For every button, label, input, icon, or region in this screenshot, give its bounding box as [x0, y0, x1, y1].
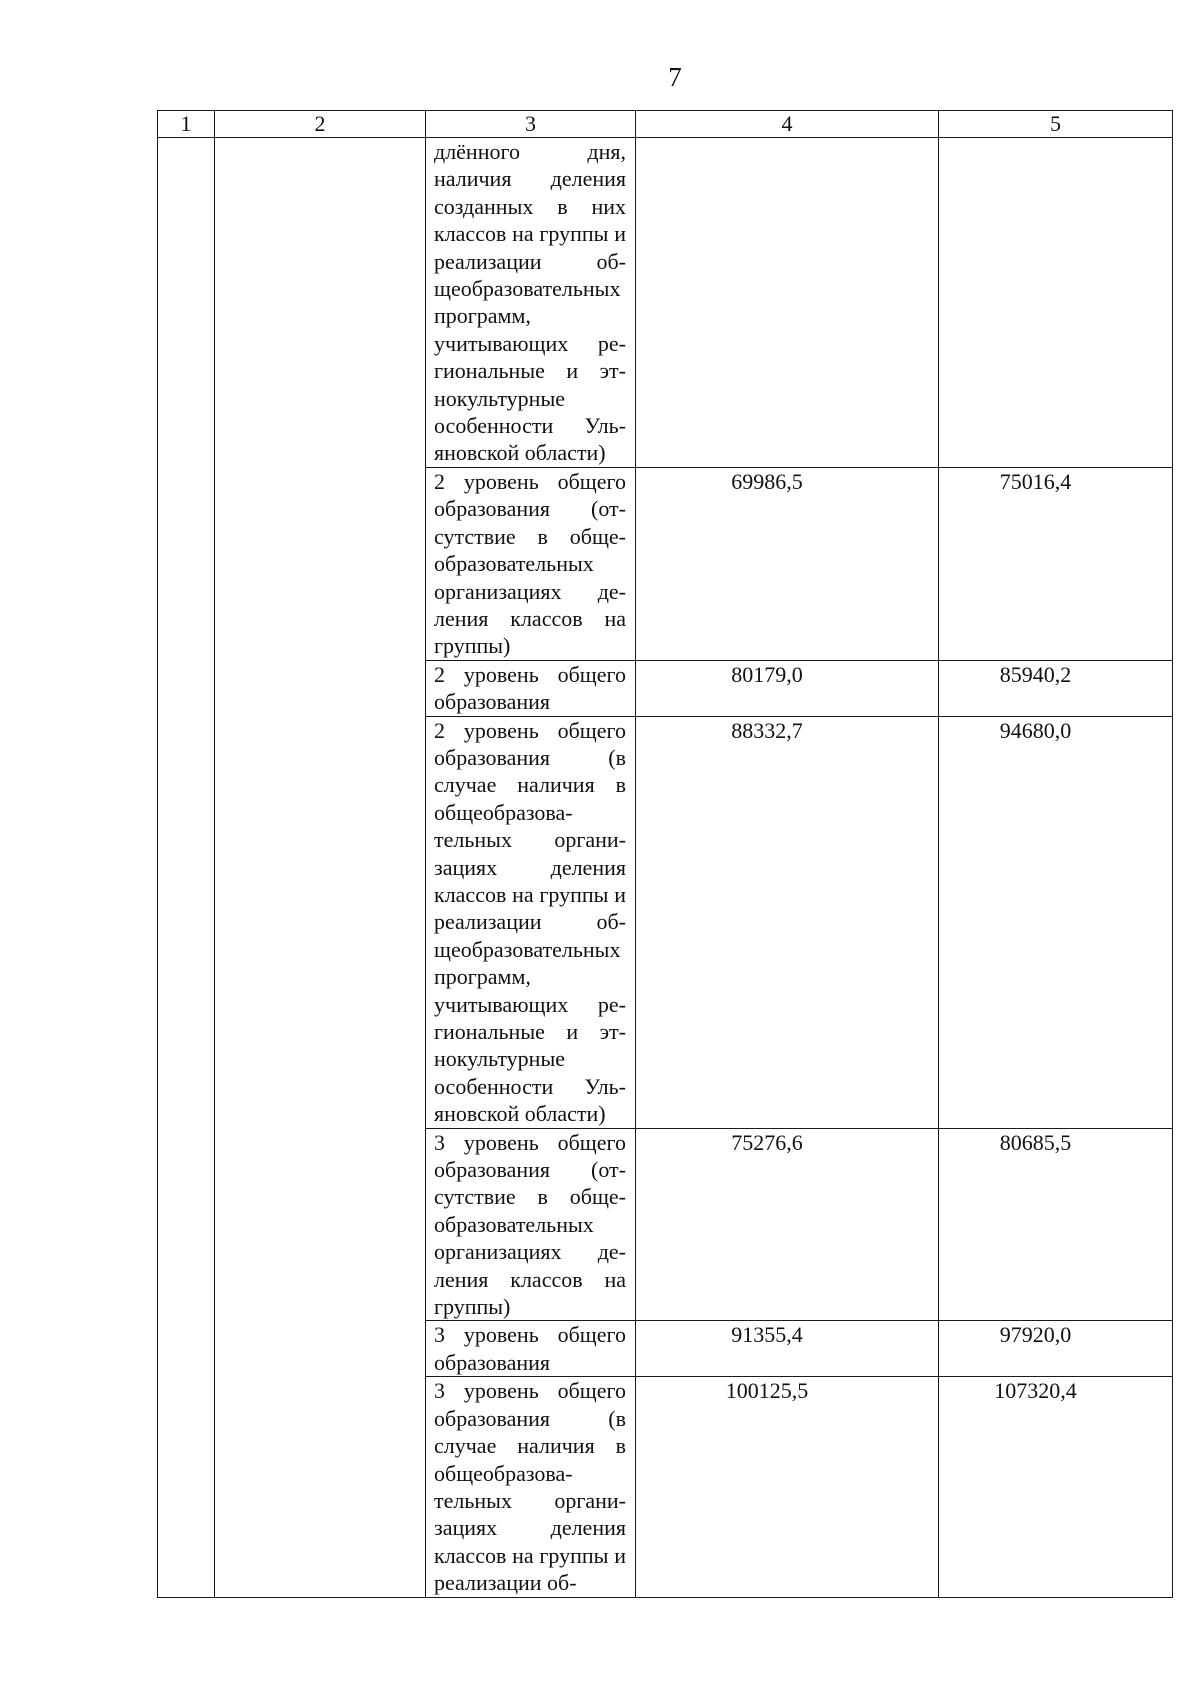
row-value-col-5: 94680,0 — [939, 716, 1173, 1128]
cell-col-2 — [215, 138, 426, 1598]
row-description — [426, 1377, 636, 1597]
row-description-text: 2 уровень общего образования — [434, 661, 626, 715]
row-value-col-4: 91355,4 — [636, 1321, 939, 1377]
header-col-4: 4 — [636, 111, 939, 138]
row-value-col-5: 107320,4 — [939, 1377, 1173, 1597]
row-value-col-4: 100125,5 — [636, 1377, 939, 1597]
row-value-col-5: 85940,2 — [939, 660, 1173, 716]
row-value-col-5: 97920,0 — [939, 1321, 1173, 1377]
row-description — [426, 467, 636, 660]
row-value-col-4: 88332,7 — [636, 716, 939, 1128]
header-col-3: 3 — [426, 111, 636, 138]
row-description-text: 3 уровень общего образования — [434, 1322, 626, 1375]
page-number: 7 — [668, 62, 682, 92]
row-value-col-4: 80179,0 — [636, 660, 939, 716]
row-description — [426, 716, 636, 1128]
row-value-col-4: 69986,5 — [636, 467, 939, 660]
row-description-text: 3 уровень общего образования (отсутствие в общеобразовательных организациях деления классов на группы) — [434, 1129, 626, 1320]
row-description-text: длённого дня, наличия деления созданных в них классов на группы и реализации общеобразовательных программ, учитывающих региональные и этнокультурные особенности Ульяновской области) — [434, 139, 626, 466]
row-description-text: 2 уровень общего образования (в случае наличия в общеобразовательных организациях деления классов на группы и реализации общеобразовательных программ, учитывающих региональные и этнокультурные особенности Ульяновской области) — [434, 717, 626, 1127]
table-row — [158, 138, 1173, 468]
row-description-text: 2 уровень общего образования (отсутствие в общеобразовательных организациях деления классов на группы) — [434, 468, 626, 659]
row-description — [426, 138, 636, 468]
row-value-col-4 — [636, 138, 939, 468]
row-description — [426, 1128, 636, 1321]
table-header-row — [158, 111, 1173, 138]
row-value-col-5: 80685,5 — [939, 1128, 1173, 1321]
cell-col-1 — [158, 138, 215, 1598]
row-description — [426, 1321, 636, 1377]
row-value-col-5 — [939, 138, 1173, 468]
row-description — [426, 660, 636, 716]
row-value-col-5: 75016,4 — [939, 467, 1173, 660]
header-col-1: 1 — [158, 111, 215, 138]
header-col-2: 2 — [215, 111, 426, 138]
header-col-5: 5 — [939, 111, 1173, 138]
row-description-text: 3 уровень общего образования (в случае наличия в общеобразовательных организациях деления классов на группы и реализации об- — [434, 1378, 626, 1596]
row-value-col-4: 75276,6 — [636, 1128, 939, 1321]
tariff-table — [157, 110, 1173, 1598]
